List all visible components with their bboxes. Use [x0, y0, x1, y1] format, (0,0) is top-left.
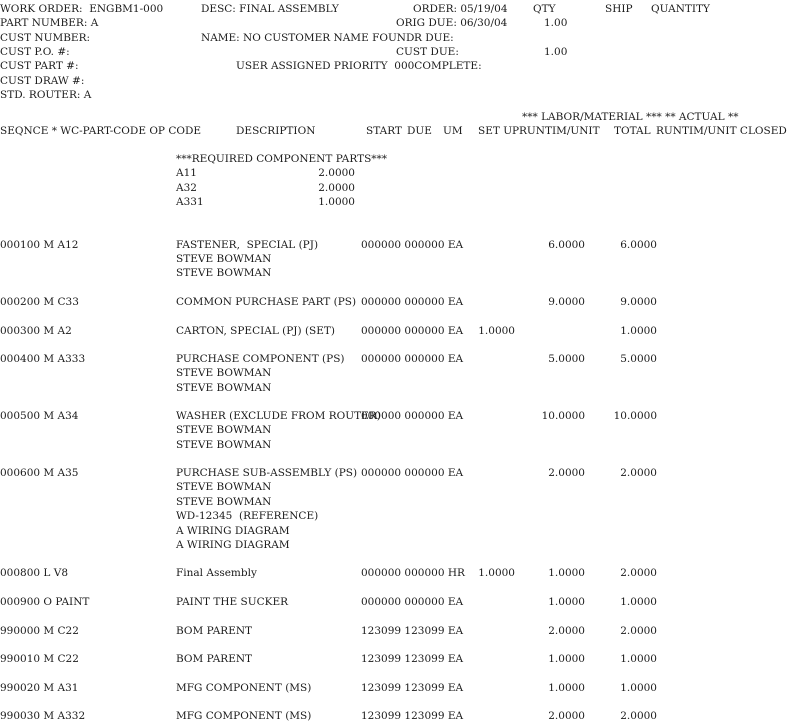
order-date: ORDER: 05/19/04: [413, 3, 508, 15]
row-runtime: 2.0000: [548, 710, 585, 722]
row-dates-um: 123099 123099 EA: [361, 625, 464, 637]
required-part-id: A32: [176, 182, 197, 194]
orig-due: ORIG DUE: 06/30/04: [396, 17, 508, 29]
row-description: PAINT THE SUCKER: [176, 596, 289, 608]
customer-po: CUST P.O. #:: [0, 46, 70, 58]
row-description: MFG COMPONENT (MS): [176, 710, 312, 722]
row-total: 1.0000: [620, 596, 657, 608]
standard-router: STD. ROUTER: A: [0, 89, 92, 101]
row-note: STEVE BOWMAN: [176, 382, 272, 394]
row-total: 2.0000: [620, 467, 657, 479]
customer-number: CUST NUMBER:: [0, 32, 91, 44]
row-runtime: 1.0000: [548, 596, 585, 608]
r-due: R DUE:: [414, 32, 454, 44]
row-sequence: 000400 M A333: [0, 353, 86, 365]
row-setup: 1.0000: [478, 567, 515, 579]
row-dates-um: 000000 000000 HR: [361, 567, 465, 579]
row-total: 5.0000: [620, 353, 657, 365]
user-priority: USER ASSIGNED PRIORITY 000COMPLETE:: [236, 60, 482, 72]
row-dates-um: 123099 123099 EA: [361, 653, 464, 665]
part-number: PART NUMBER: A: [0, 17, 99, 29]
row-total: 2.0000: [620, 567, 657, 579]
row-sequence: 990020 M A31: [0, 682, 79, 694]
um-column-header: UM: [443, 125, 463, 137]
row-sequence: 000800 L V8: [0, 567, 68, 579]
row-runtime: 1.0000: [548, 653, 585, 665]
required-parts-title: ***REQUIRED COMPONENT PARTS***: [176, 153, 388, 165]
row-description: MFG COMPONENT (MS): [176, 682, 312, 694]
description-label: DESC: FINAL ASSEMBLY: [201, 3, 339, 15]
customer-name: NAME: NO CUSTOMER NAME FOUND: [201, 32, 415, 44]
customer-part: CUST PART #:: [0, 60, 79, 72]
row-sequence: 000900 O PAINT: [0, 596, 90, 608]
row-description: COMMON PURCHASE PART (PS): [176, 296, 357, 308]
row-note: A WIRING DIAGRAM: [176, 525, 290, 537]
row-note: STEVE BOWMAN: [176, 253, 272, 265]
row-note: STEVE BOWMAN: [176, 367, 272, 379]
description-column-header: DESCRIPTION: [236, 125, 316, 137]
row-sequence: 000200 M C33: [0, 296, 79, 308]
row-dates-um: 000000 000000 EA: [361, 467, 464, 479]
qty-header: QTY: [533, 3, 556, 15]
row-description: PURCHASE SUB-ASSEMBLY (PS): [176, 467, 358, 479]
row-description: FASTENER, SPECIAL (PJ): [176, 239, 319, 251]
row-dates-um: 123099 123099 EA: [361, 710, 464, 722]
sequence-column-header: SEQNCE * WC-PART-CODE OP CODE: [0, 125, 202, 137]
row-dates-um: 000000 000000 EA: [361, 325, 464, 337]
row-sequence: 000300 M A2: [0, 325, 72, 337]
setup-column-header: SET UP: [478, 125, 520, 137]
row-total: 1.0000: [620, 682, 657, 694]
row-description: CARTON, SPECIAL (PJ) (SET): [176, 325, 335, 337]
row-note: STEVE BOWMAN: [176, 439, 272, 451]
row-runtime: 2.0000: [548, 625, 585, 637]
start-column-header: START: [366, 125, 402, 137]
row-sequence: 000100 M A12: [0, 239, 79, 251]
row-total: 9.0000: [620, 296, 657, 308]
work-order-label: WORK ORDER: ENGBM1-000: [0, 3, 164, 15]
row-note: WD-12345 (REFERENCE): [176, 510, 319, 522]
row-setup: 1.0000: [478, 325, 515, 337]
row-total: 2.0000: [620, 710, 657, 722]
row-sequence: 990000 M C22: [0, 625, 79, 637]
quantity-header: QUANTITY: [651, 3, 710, 15]
row-description: WASHER (EXCLUDE FROM ROUTER): [176, 410, 381, 422]
row-runtime: 6.0000: [548, 239, 585, 251]
ship-header: SHIP: [605, 3, 633, 15]
required-part-qty: 1.0000: [318, 196, 355, 208]
row-dates-um: 123099 123099 EA: [361, 682, 464, 694]
required-part-qty: 2.0000: [318, 182, 355, 194]
required-part-qty: 2.0000: [318, 167, 355, 179]
row-note: STEVE BOWMAN: [176, 496, 272, 508]
row-runtime: 2.0000: [548, 467, 585, 479]
row-description: BOM PARENT: [176, 653, 253, 665]
total-column-header: TOTAL: [614, 125, 651, 137]
customer-drawing: CUST DRAW #:: [0, 75, 85, 87]
row-total: 6.0000: [620, 239, 657, 251]
row-sequence: 000500 M A34: [0, 410, 79, 422]
row-runtime: 9.0000: [548, 296, 585, 308]
row-note: STEVE BOWMAN: [176, 267, 272, 279]
row-description: PURCHASE COMPONENT (PS): [176, 353, 345, 365]
row-note: STEVE BOWMAN: [176, 481, 272, 493]
row-runtime: 1.0000: [548, 682, 585, 694]
row-note: STEVE BOWMAN: [176, 424, 272, 436]
row-dates-um: 000000 000000 EA: [361, 353, 464, 365]
qty-value: 1.00: [544, 17, 568, 29]
due-column-header: DUE: [407, 125, 432, 137]
customer-due: CUST DUE:: [396, 46, 459, 58]
row-total: 1.0000: [620, 653, 657, 665]
actual-column-header: RUNTIM/UNIT CLOSED: [656, 125, 787, 137]
row-sequence: 990010 M C22: [0, 653, 79, 665]
row-dates-um: 000000 000000 EA: [361, 596, 464, 608]
labor-material-header: *** LABOR/MATERIAL *** ** ACTUAL **: [522, 111, 739, 123]
row-dates-um: 000000 000000 EA: [361, 239, 464, 251]
row-total: 10.0000: [613, 410, 657, 422]
row-total: 2.0000: [620, 625, 657, 637]
row-dates-um: 000000 000000 EA: [361, 410, 464, 422]
row-dates-um: 000000 000000 EA: [361, 296, 464, 308]
row-runtime: 1.0000: [548, 567, 585, 579]
row-sequence: 000600 M A35: [0, 467, 79, 479]
row-runtime: 10.0000: [541, 410, 585, 422]
required-part-id: A11: [176, 167, 197, 179]
row-note: A WIRING DIAGRAM: [176, 539, 290, 551]
row-description: Final Assembly: [176, 567, 257, 579]
required-part-id: A331: [176, 196, 204, 208]
row-sequence: 990030 M A332: [0, 710, 86, 722]
row-runtime: 5.0000: [548, 353, 585, 365]
qty-value: 1.00: [544, 46, 568, 58]
runtime-column-header: RUNTIM/UNIT: [519, 125, 600, 137]
row-description: BOM PARENT: [176, 625, 253, 637]
row-total: 1.0000: [620, 325, 657, 337]
